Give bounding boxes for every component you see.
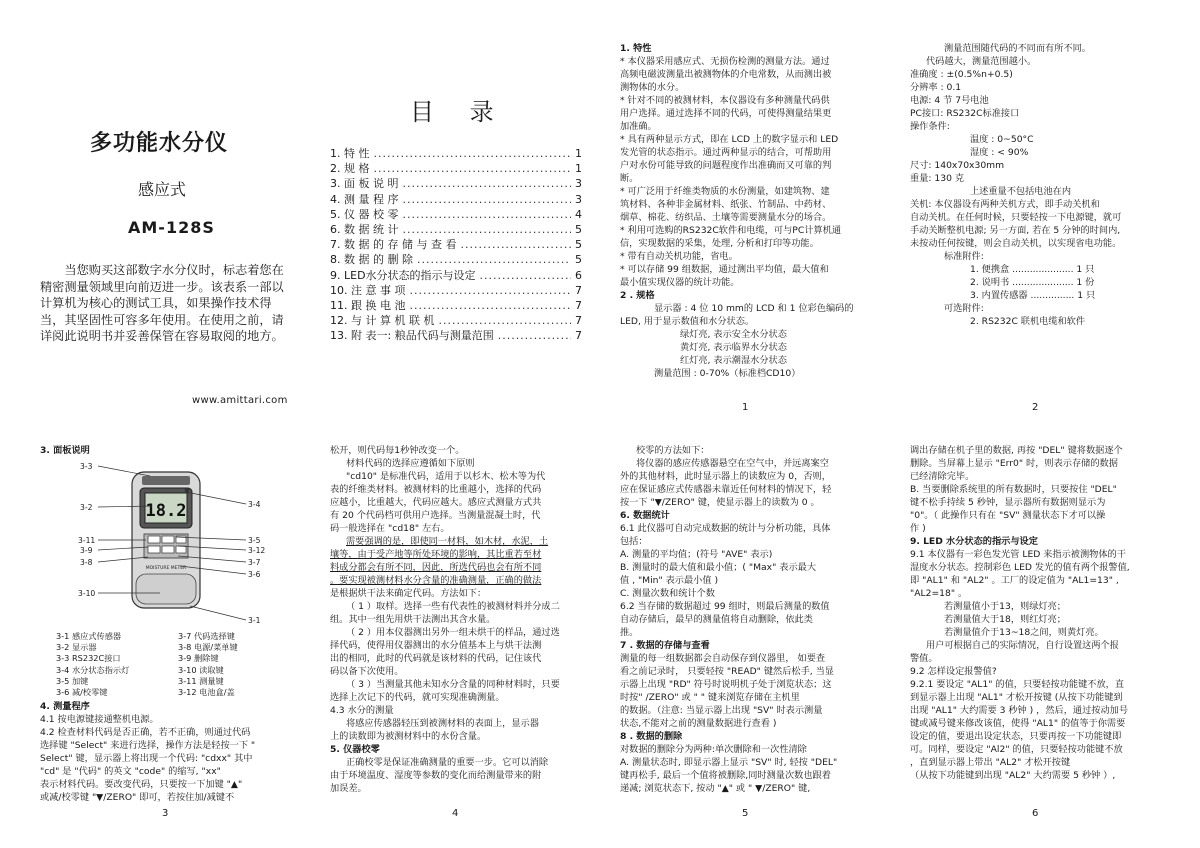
text-line: B. 当要删除系统里的所有数据时，只要按住 "DEL" — [910, 484, 1117, 495]
text-line: 最小值实现仪器的统计功能。 — [620, 277, 740, 288]
toc-entry-label: 13. 附 表一: 粮品代码与测量范围 — [330, 329, 494, 343]
text-line: 2. 说明书 ..................... 1 份 — [970, 277, 1095, 288]
toc-leader-dots — [417, 253, 571, 266]
text-line: 准确度 : ±(0.5%n+0.5) — [910, 69, 1013, 80]
callout-3-10: 3-10 — [78, 589, 96, 598]
text-line: * 可以存储 99 组数据，通过测出平均值，最大值和 — [620, 264, 829, 275]
text-line: 测量范围随代码的不同而有所不同。 — [944, 43, 1091, 54]
toc-entry-page: 7 — [575, 283, 582, 297]
text-line: 组。其中一组先用烘干法测出其含水量。 — [330, 614, 496, 625]
toc-leader-dots — [402, 223, 571, 236]
toc-entry-page: 6 — [575, 268, 582, 282]
callout-3-3: 3-3 — [80, 462, 93, 471]
status-led — [185, 488, 190, 493]
text-line: 。要实现被测材料水分含量的准确测量，正确的做法 — [330, 575, 542, 586]
text-line: 手动关断整机电源; 另一方面, 若在 5 分钟的时间内, — [910, 225, 1121, 236]
text-line: 显示器 : 4 位 10 mm的 LCD 和 1 位彩色编码的 — [654, 303, 854, 314]
toc-entry-page: 5 — [575, 253, 582, 267]
text-line: * 本仪器采用感应式、无损伤检测的测量方法。通过 — [620, 56, 830, 67]
text-line: 已经清除完毕。 — [910, 471, 975, 482]
text-line: 3. 内置传感器 ............... 1 只 — [970, 290, 1096, 301]
toc-entry[interactable] — [330, 160, 582, 175]
text-line: 信，实现数据的采集，处理, 分析和打印等功能。 — [620, 238, 819, 249]
text-line: 正确校零是保证准确测量的重要一步。它可以消除 — [346, 757, 549, 768]
toc-entry[interactable] — [330, 327, 582, 342]
text-line: 自动关机。在任何时候，只要轻按一下电源键，就可 — [910, 212, 1122, 223]
toc-leader-dots — [498, 329, 571, 342]
text-line: A. 测量的平均值；(符号 "AVE" 表示) — [620, 549, 773, 560]
callout-3-8: 3-8 — [80, 558, 93, 567]
section-heading: 4. 测量程序 — [40, 701, 90, 712]
product-title: 多功能水分仪 — [90, 131, 229, 156]
text-line: 由于环境温度、湿度等参数的变化而给测量带来的附 — [330, 770, 542, 781]
text-line: 设定的值，要退出设定状态，只要再按一下功能键即 — [910, 731, 1122, 742]
toc-entry[interactable] — [330, 267, 582, 282]
text-line: 选择键 "Select" 来进行选择，操作方法是轻按一下 " — [40, 740, 256, 751]
toc-leader-dots — [480, 269, 571, 282]
toc-entry[interactable] — [330, 312, 582, 327]
text-line: 删除。当屏幕上显示 "Err0" 时，则表示存储的数据 — [910, 458, 1118, 469]
text-line: 绿灯亮, 表示安全水分状态 — [680, 329, 787, 340]
toc-entry-label: 5. 仪 器 校 零 — [330, 207, 399, 221]
text-line: 6.1 此仪器可自动完成数据的统计与分析功能，具体 — [620, 523, 831, 534]
intro-paragraph: 当您购买这部数字水分仪时，标志着您在精密测量领域里向前迈进一步。该表系一部以计算机为核心的测试工具，如果操作技术得当，其坚固性可容多年使用。在使用之前，请详阅此说明书并妥善保管在容易取阅的地方。 — [40, 263, 284, 343]
text-line: 测量的每一组数据都会自动保存到仪器里， 如要查 — [620, 653, 826, 664]
text-line: 户对水份可能导致的问题程度作出准确而又可靠的判 — [620, 160, 832, 171]
toc-leader-dots — [460, 238, 571, 251]
toc-entry-page: 3 — [575, 177, 582, 191]
toc-entry-page: 4 — [575, 207, 582, 221]
text-line: 将仪器的感应传感器悬空在空气中，并远离案空 — [636, 458, 829, 469]
legend-item: 3-12 电池盒/盖 — [178, 687, 235, 698]
toc-entry[interactable] — [330, 282, 582, 297]
legend-item: 3-9 删除键 — [178, 653, 219, 664]
moisture-meter-illustration — [130, 470, 202, 610]
button-power[interactable] — [162, 546, 174, 553]
text-line: 高频电磁波测量出被测物体的介电常数，从而测出被 — [620, 69, 832, 80]
text-line: 是根据烘干法来确定代码。方法如下： — [330, 588, 487, 599]
legend-item: 3-3 RS232C接口 — [56, 653, 121, 664]
text-line: （ 2 ）用本仪器测出另外一组未烘干的样品，通过选 — [346, 627, 560, 638]
toc-entry-page: 7 — [575, 299, 582, 312]
text-line: 上的读数即为被测材料中的水份含量。 — [330, 731, 487, 742]
text-line: 外的其他材料，此时显示器上的读数应为 0，否则， — [620, 471, 831, 482]
toc-entry-label: 10. 注 意 事 项 — [330, 283, 406, 297]
text-line: 未按动任何按键，则会自动关机，以实现省电功能。 — [910, 238, 1122, 249]
page-number-2: 2 — [1032, 402, 1039, 413]
text-line: 材料代码的选择应遵循如下原则 — [346, 458, 475, 469]
legend-item: 3-7 代码选择键 — [178, 631, 235, 641]
toc-entry[interactable] — [330, 191, 582, 206]
callout-3-1: 3-1 — [248, 616, 261, 625]
text-line: 黄灯亮, 表示临界水分状态 — [680, 342, 787, 353]
text-line: 重量: 130 克 — [910, 173, 965, 184]
page-6-text — [910, 444, 1166, 810]
toc-entry-label: 12. 与 计 算 机 联 机 — [330, 314, 435, 328]
toc-leader-dots — [374, 162, 572, 175]
toc-entry-label: 4. 测 量 程 序 — [330, 192, 399, 206]
text-line: "cd" 是 "代码" 的英文 "code" 的缩写, "xx" — [40, 766, 221, 777]
text-line: 或减/校零键 "▼/ZERO" 即可，若按住加/减键不 — [40, 792, 235, 803]
text-line: ，直到显示器上带出 "AL2" 才松开按键 — [910, 757, 1071, 768]
text-line: 标准附件: — [944, 251, 984, 262]
text-line: 1. 便携盒 ..................... 1 只 — [970, 264, 1095, 275]
text-line: 对数据的删除分为两种:单次删除和一次性清除 — [620, 744, 807, 755]
panel-legend-right — [178, 631, 238, 698]
button-plus[interactable] — [162, 536, 174, 543]
text-line: 松开，则代码每1秒钟改变一个。 — [330, 445, 465, 456]
callout-3-11: 3-11 — [78, 536, 96, 545]
legend-item: 3-5 加键 — [56, 675, 89, 686]
text-line: 看之前记录时， 只要轻按 "READ" 键然后松手, 当显 — [620, 666, 834, 677]
text-line: 上述重量不包括电池在内 — [970, 186, 1072, 197]
text-line: 键再松手, 最后一个值将被删除,同时测量次数也跟着 — [620, 770, 831, 781]
button-minus-zero[interactable] — [176, 536, 186, 543]
text-line: 可选附件: — [944, 303, 984, 314]
text-line: * 针对不同的被测材料，本仪器设有多种测量代码供 — [620, 95, 830, 106]
text-line: 加准确。 — [620, 121, 657, 132]
panel-legend-left — [56, 631, 129, 698]
text-line: 若测量值大于18，则红灯亮； — [944, 614, 1066, 625]
text-line: PC接口: RS232C标准接口 — [910, 108, 1020, 119]
toc-leader-dots — [374, 147, 572, 160]
toc-entry-page: 7 — [575, 329, 582, 343]
toc-entry-label: 7. 数 据 的 存 储 与 查 看 — [330, 238, 457, 252]
text-line: 烟草、棉花、纺织品、土壤等需要测量水分的场合。 — [620, 212, 832, 223]
legend-item: 3-4 水分状态指示灯 — [56, 664, 130, 675]
toc-entry[interactable] — [330, 221, 582, 236]
callout-3-2: 3-2 — [80, 503, 93, 512]
toc-entry-label: 6. 数 据 统 计 — [330, 223, 399, 236]
text-line: （从按下功能键到出现 "AL2" 大约需要 5 秒钟 ）, — [910, 770, 1116, 781]
text-line: A. 测量状态时, 即显示器上显示 "SV" 时, 轻按 "DEL" — [620, 757, 838, 768]
text-line: 将感应传感器轻压到被测材料的表面上，显示器 — [346, 718, 539, 729]
text-line: 6.2 当存储的数据超过 99 组时，则最后测量的数值 — [620, 601, 830, 612]
text-line: 推。 — [620, 627, 639, 638]
toc-entry-page: 1 — [575, 162, 582, 176]
toc-entry-label: 9. LED水分状态的指示与设定 — [330, 268, 476, 282]
text-line: 时按" /ZERO" 或 " " 键来浏览存储在主机里 — [620, 692, 800, 703]
text-line: 湿度 : < 90% — [970, 147, 1029, 158]
text-line: C. 测量次数和统计个数 — [620, 588, 715, 599]
toc-leader-dots — [402, 177, 571, 190]
text-line: 调出存储在机子里的数据, 再按 "DEL" 键将数据逐个 — [910, 445, 1123, 456]
toc-entry[interactable] — [330, 236, 582, 251]
text-line: 尺寸: 140x70x30mm — [910, 160, 1005, 171]
legend-item: 3-11 测量键 — [178, 675, 224, 686]
text-line: 键不松手持续 5 秒钟，显示器所有数据则显示为 — [910, 497, 1106, 508]
text-line: 码一般选择在 "cd18" 左右。 — [330, 523, 450, 534]
toc-heading: 目 录 — [410, 98, 508, 126]
text-line: 若测量值小于13，则绿灯亮； — [944, 601, 1066, 612]
lcd-reading: 18.2 — [145, 501, 187, 521]
text-line: 到显示器上出现 "AL1" 才松开按键 (从按下功能键到 — [910, 692, 1123, 703]
text-line: 4.3 水分的测量 — [330, 705, 394, 716]
callout-3-6: 3-6 — [248, 570, 261, 579]
text-line: Select" 键，显示器上将出现一个代码: "cdxx" 其中 — [40, 753, 253, 764]
text-line: 有 20 个代码档可供用户选择。当测量混凝土时，代 — [330, 510, 541, 521]
toc-entry[interactable] — [330, 145, 582, 160]
section-heading: 6. 数据统计 — [620, 510, 670, 521]
text-line: 代码越大，测量范围越小。 — [926, 56, 1037, 67]
brand-label: MOISTURE METER — [145, 566, 187, 571]
text-line: 测量范围 : 0-70%（标准档CD10） — [654, 368, 801, 379]
text-line: （ 3 ）当测量其他未知水分含量的同种材料时，只要 — [346, 679, 560, 690]
text-line: 温度 : 0~50°C — [970, 134, 1034, 145]
section-heading: 7 . 数据的存储与查看 — [620, 640, 710, 651]
toc-entry-page: 3 — [575, 192, 582, 206]
text-line: 关机: 本仪器设有两种关机方式，即手动关机和 — [910, 199, 1100, 210]
text-line: 湿度水分状态。控制彩色 LED 发光的值有两个报警值, — [910, 562, 1130, 573]
page-number-6: 6 — [1032, 808, 1039, 819]
text-line: 作 ) — [910, 523, 926, 534]
button-code-select[interactable] — [176, 546, 186, 553]
button-delete[interactable] — [148, 546, 160, 553]
toc-entry-page: 5 — [575, 223, 582, 236]
section-heading: 8 . 数据的删除 — [620, 731, 683, 742]
text-line: "cd10" 是标准代码，适用于以杉木、松木等为代 — [346, 471, 546, 482]
toc-entry[interactable] — [330, 175, 582, 190]
text-line: 料成分都会有所不同，因此，所选代码也会有所不同 — [330, 562, 542, 573]
toc-entry-label: 2. 规 格 — [330, 162, 370, 176]
toc-entry-page: 5 — [575, 238, 582, 252]
text-line: 校零的方法如下： — [636, 445, 710, 456]
text-line: 按一下 "▼/ZERO" 键，使显示器上的读数为 0 。 — [620, 497, 820, 508]
text-line: 递减; 浏览状态下, 按动 "▲" 或 " ▼/ZERO" 键, — [620, 783, 811, 794]
text-line: 的数据。（注意: 当显示器上出现 "SV" 时表示测量 — [620, 705, 823, 716]
text-line: * 带有自动关机功能，省电。 — [620, 251, 738, 262]
text-line: 操作条件: — [910, 121, 950, 132]
text-line: 9.1 本仪器有一彩色发光管 LED 来指示被测物体的干 — [910, 549, 1126, 560]
section-heading: 5. 仪器校零 — [330, 744, 380, 755]
toc-entry[interactable] — [330, 297, 582, 312]
page-2-text — [910, 42, 1162, 342]
toc-leader-dots — [438, 314, 571, 327]
callout-3-4: 3-4 — [248, 500, 261, 509]
legend-item: 3-2 显示器 — [56, 642, 97, 653]
text-line: 出的相同，此时的代码就是该材料的代码，记住该代 — [330, 653, 542, 664]
text-line: 码以备下次使用。 — [330, 666, 404, 677]
text-line: 红灯亮, 表示潮湿水分状态 — [680, 355, 787, 366]
text-line: 4.2 检查材料代码是否正确，若不正确，则通过代码 — [40, 727, 251, 738]
button-measure[interactable] — [148, 536, 160, 543]
text-line: 自动存储后，最早的测量值将自动删除，依此类 — [620, 614, 813, 625]
section-heading: 1. 特性 — [620, 43, 652, 54]
page-number-4: 4 — [452, 808, 459, 819]
page-number-5: 5 — [742, 808, 749, 819]
text-line: * 可广泛用于纤维类物质的水份测量，如建筑物、建 — [620, 186, 830, 197]
text-line: 发光管的状态指示。通过两种显示的结合，可帮助用 — [620, 147, 832, 158]
product-subtitle: 感应式 — [138, 180, 187, 199]
page-3-text — [40, 700, 298, 812]
text-line: "0"。（ 此操作只有在 "SV" 测量状态下才可以操 — [910, 510, 1106, 521]
toc-leader-dots — [402, 208, 571, 221]
text-line: "AL2=18" 。 — [910, 588, 968, 599]
text-line: 4.1 按电源键接通整机电源。 — [40, 714, 159, 725]
toc-leader-dots — [409, 284, 571, 297]
model-number: AM-128S — [128, 218, 215, 237]
callout-3-9: 3-9 — [80, 546, 93, 555]
toc-entry-label: 11. 跟 换 电 池 — [330, 299, 406, 312]
text-line: 表的纤维类材料。被测材料的比重越小，选择的代码 — [330, 484, 542, 495]
text-line: 若测量值介于13~18之间，则黄灯亮。 — [944, 627, 1104, 638]
text-line: 择代码，使得用仪器测出的水分值基本上与烘干法测 — [330, 640, 542, 651]
text-line: 2. RS232C 联机电缆和软件 — [970, 316, 1086, 327]
callout-3-12: 3-12 — [248, 546, 266, 555]
text-line: 电源: 4 节 7号电池 — [910, 95, 989, 106]
toc-entry-page: 7 — [575, 314, 582, 328]
text-line: 应在保证感应式传感器未靠近任何材料的情况下，轻 — [620, 484, 832, 495]
toc-entry[interactable] — [330, 206, 582, 221]
toc-entry-label: 1. 特 性 — [330, 147, 370, 160]
text-line: 壤等，由于受产地等所处环境的影响，其比重若至材 — [330, 549, 542, 560]
text-line: 用户可根据自己的实际情况，自行设置这两个报 — [926, 640, 1119, 651]
toc-entry-label: 8. 数 据 的 删 除 — [330, 253, 413, 267]
text-line: 示器上出现 "RD" 符号时说明机子处于浏览状态；这 — [620, 679, 832, 690]
section-heading: 2 . 规格 — [620, 290, 655, 301]
text-line: 表示材料代码。要改变代码，只要按一下加键 "▲" — [40, 779, 243, 790]
page-number-1: 1 — [742, 402, 749, 413]
text-line: B. 测量时的最大值和最小值；( "Max" 表示最大 — [620, 562, 817, 573]
text-line: 键或减号键来修改该值，使得 "AL1" 的值等于你需要 — [910, 718, 1126, 729]
legend-item: 3-1 感应式传感器 — [56, 631, 122, 641]
text-line: 值 , "Min" 表示最小值 ) — [620, 575, 719, 586]
callout-3-5: 3-5 — [248, 536, 261, 545]
text-line: 可。同样，要设定 "Al2" 的值，只要轻按功能键不放 — [910, 744, 1123, 755]
text-line: 警值。 — [910, 653, 938, 664]
toc-leader-dots — [402, 193, 571, 206]
text-line: 需要强调的是，即使同一材料，如木材，水泥，土 — [346, 536, 549, 547]
text-line: 包括： — [620, 536, 648, 547]
toc-leader-dots — [409, 299, 571, 312]
text-line: 加误差。 — [330, 783, 367, 794]
toc-entry[interactable] — [330, 251, 582, 266]
text-line: 状态,不能对之前的测量数据进行查看 ) — [620, 718, 777, 729]
text-line: （ 1 ）取样。选择一些有代表性的被测材料并分成二 — [346, 601, 560, 612]
text-line: 断。 — [620, 173, 639, 184]
page-1-text — [620, 42, 876, 387]
text-line: * 具有两种显示方式，即在 LCD 上的数字显示和 LED — [620, 134, 839, 145]
text-line: 9.2.1 要设定 "AL1" 的值，只要轻按功能键不放，直 — [910, 679, 1125, 690]
text-line: 即 "AL1" 和 "AL2" 。工厂的设定值为 "AL1=13" , — [910, 575, 1119, 586]
text-line: 选择上次记下的代码，就可实现准确测量。 — [330, 692, 505, 703]
text-line: 出现 "AL1" 大约需要 3 秒钟 ) ，然后，通过按动加号 — [910, 705, 1129, 716]
text-line: 用户选择。通过选择不同的代码，可使得测量结果更 — [620, 108, 832, 119]
page-number-3: 3 — [162, 808, 169, 819]
website-link[interactable]: www.amittari.com — [192, 395, 288, 406]
page-4-text — [330, 444, 582, 810]
text-line: 应越小，比重越大，代码应越大。感应式测量方式共 — [330, 497, 542, 508]
text-line: 分辨率 : 0.1 — [910, 82, 962, 93]
legend-item: 3-6 减/校零键 — [56, 687, 108, 698]
panel-section-title: 3. 面板说明 — [40, 445, 90, 456]
toc-entry-label: 3. 面 板 说 明 — [330, 177, 399, 191]
text-line: 筑材料、各种非金属材料、纸张、竹制品、中药材、 — [620, 199, 832, 210]
toc-entry-page: 1 — [575, 147, 582, 160]
callout-3-7: 3-7 — [248, 558, 261, 567]
page-5-text — [620, 444, 876, 810]
text-line: 9.2 怎样设定报警值? — [910, 666, 997, 677]
legend-item: 3-8 电源/菜单键 — [178, 642, 238, 653]
text-line: * 利用可选购的RS232C软件和电缆，可与PC计算机通 — [620, 225, 842, 236]
text-line: 测物体的水分。 — [620, 82, 685, 93]
legend-item: 3-10 读取键 — [178, 664, 224, 675]
section-heading: 9. LED 水分状态的指示与设定 — [910, 536, 1038, 547]
text-line: LED, 用于显示数值和水分状态。 — [620, 316, 755, 327]
